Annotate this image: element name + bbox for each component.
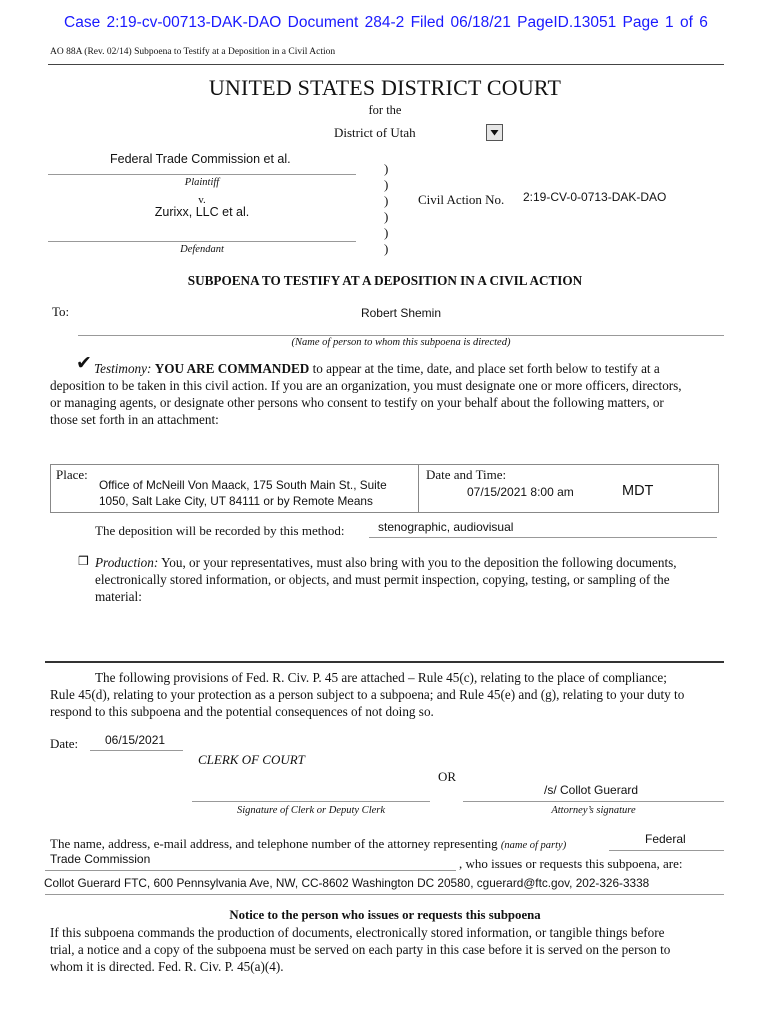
date-label: Date: [50, 736, 79, 751]
section-rule [45, 661, 724, 663]
caption-paren: ) [384, 161, 389, 176]
court-title: UNITED STATES DISTRICT COURT [208, 75, 562, 100]
production-line: material: [95, 589, 142, 604]
rule45-paragraph [50, 669, 730, 720]
commanded-text: YOU ARE COMMANDED [154, 361, 310, 376]
caption-paren: ) [384, 241, 389, 256]
production-checkbox[interactable]: ❒ [78, 554, 89, 568]
testimony-line: deposition to be taken in this civil action. If you are an organization, you must designate one or more officers, directors, [50, 378, 682, 393]
name-of-party-label: (name of party) [500, 840, 567, 851]
defendant-label: Defendant [180, 244, 224, 255]
timezone-value[interactable]: MDT [622, 483, 654, 499]
clerk-signature-caption: Signature of Clerk or Deputy Clerk [236, 805, 386, 816]
attorney-signature-caption: Attorney’s signature [551, 805, 636, 816]
date-rule [90, 750, 183, 751]
recording-value[interactable]: stenographic, audiovisual [378, 520, 514, 534]
form-id: AO 88A (Rev. 02/14) Subpoena to Testify at a Deposition in a Civil Action [50, 47, 336, 57]
rule45-line: The following provisions of Fed. R. Civ. P. 45 are attached – Rule 45(c), relating to the place of compliance; [95, 670, 667, 685]
datetime-label: Date and Time: [426, 467, 507, 482]
plaintiff-rule [48, 174, 356, 175]
testimony-line: those set forth in an attachment: [50, 412, 219, 427]
production-line: electronically stored information, or objects, and must permit inspection, copying, testing, or sampling of the [95, 572, 670, 587]
place-line: Office of McNeill Von Maack, 175 South Main St., Suite [99, 478, 387, 492]
production-label: Production: [95, 555, 159, 570]
recording-label: The deposition will be recorded by this method: [95, 523, 345, 538]
party-rule [609, 850, 724, 851]
clerk-of-court-label: CLERK OF COURT [198, 752, 305, 767]
caption-paren: ) [384, 225, 389, 240]
testimony-line: or managing agents, or designate other persons who consent to testify on your behalf about the following matters, or [50, 395, 664, 410]
attorney-signature-rule [463, 801, 724, 802]
rule45-line: respond to this subpoena and the potential consequences of not doing so. [50, 704, 434, 719]
notice-line: whom it is directed. Fed. R. Civ. P. 45(a)(4). [50, 959, 284, 974]
production-line: You, or your representatives, must also bring with you to the deposition the following documents, [161, 555, 677, 570]
notice-line: trial, a notice and a copy of the subpoena must be served on each party in this case before it is served on the person to [50, 942, 671, 957]
civil-action-number[interactable]: 2:19-CV-0-0713-DAK-DAO [523, 190, 667, 204]
versus-label: v. [198, 194, 206, 206]
caption-paren: ) [384, 177, 389, 192]
testimony-paragraph [50, 360, 730, 428]
place-line: 1050, Salt Lake City, UT 84111 or by Remote Means [99, 494, 373, 508]
notice-line: If this subpoena commands the production of documents, electronically stored information, or tangible things before [50, 925, 665, 940]
case-stamp: Case 2:19-cv-00713-DAK-DAO Document 284-2 Filed 06/18/21 PageID.13051 Page 1 of 6 [64, 14, 708, 31]
recipient-rule [78, 335, 724, 336]
datetime-value[interactable]: 07/15/2021 8:00 am [467, 485, 574, 499]
notice-paragraph [50, 924, 730, 975]
party-name-part1[interactable]: Federal [645, 832, 686, 846]
attorney-contact[interactable]: Collot Guerard FTC, 600 Pennsylvania Ave, NW, CC-8602 Washington DC 20580, cguerard@ftc.gov, 202-326-3338 [44, 876, 650, 890]
attorney-intro [50, 836, 566, 852]
notice-heading: Notice to the person who issues or requests this subpoena [229, 908, 541, 922]
recipient-name[interactable]: Robert Shemin [360, 306, 442, 320]
header-rule [48, 64, 724, 65]
district-name: District of Utah [334, 125, 416, 140]
to-label: To: [52, 304, 70, 319]
clerk-signature-rule [192, 801, 430, 802]
date-value[interactable]: 06/15/2021 [105, 733, 166, 747]
dropdown-arrow-icon [487, 125, 502, 140]
defendant-rule [48, 241, 356, 242]
or-label: OR [438, 769, 457, 784]
for-the-label: for the [368, 103, 402, 117]
place-value[interactable] [99, 477, 387, 509]
recipient-caption: (Name of person to whom this subpoena is directed) [291, 337, 511, 348]
subpoena-heading: SUBPOENA TO TESTIFY AT A DEPOSITION IN A CIVIL ACTION [187, 273, 583, 288]
attorney-intro-text: The name, address, e-mail address, and telephone number of the attorney representing [50, 836, 498, 851]
caption-paren: ) [384, 209, 389, 224]
plaintiff-label: Plaintiff [184, 177, 220, 188]
district-dropdown-button[interactable] [486, 124, 503, 141]
party-rule [45, 870, 456, 871]
plaintiff-name[interactable]: Federal Trade Commission et al. [110, 152, 291, 166]
testimony-label: Testimony: [94, 361, 152, 376]
testimony-line: to appear at the time, date, and place set forth below to testify at a [312, 361, 660, 376]
recording-rule [369, 537, 717, 538]
party-name-part2[interactable]: Trade Commission [50, 852, 151, 866]
attorney-suffix: , who issues or requests this subpoena, are: [459, 856, 683, 871]
caption-paren: ) [384, 193, 389, 208]
attorney-signature-value[interactable]: /s/ Collot Guerard [544, 783, 639, 797]
place-label: Place: [56, 467, 88, 482]
rule45-line: Rule 45(d), relating to your protection as a person subject to a subpoena; and Rule 45(e) and (g), relating to your duty to [50, 687, 685, 702]
contact-rule [45, 894, 724, 895]
civil-action-label: Civil Action No. [418, 192, 505, 207]
defendant-name[interactable]: Zurixx, LLC et al. [154, 205, 250, 219]
box-divider [418, 464, 419, 512]
testimony-checkbox[interactable]: ✔ [76, 353, 92, 374]
production-paragraph [95, 554, 725, 605]
